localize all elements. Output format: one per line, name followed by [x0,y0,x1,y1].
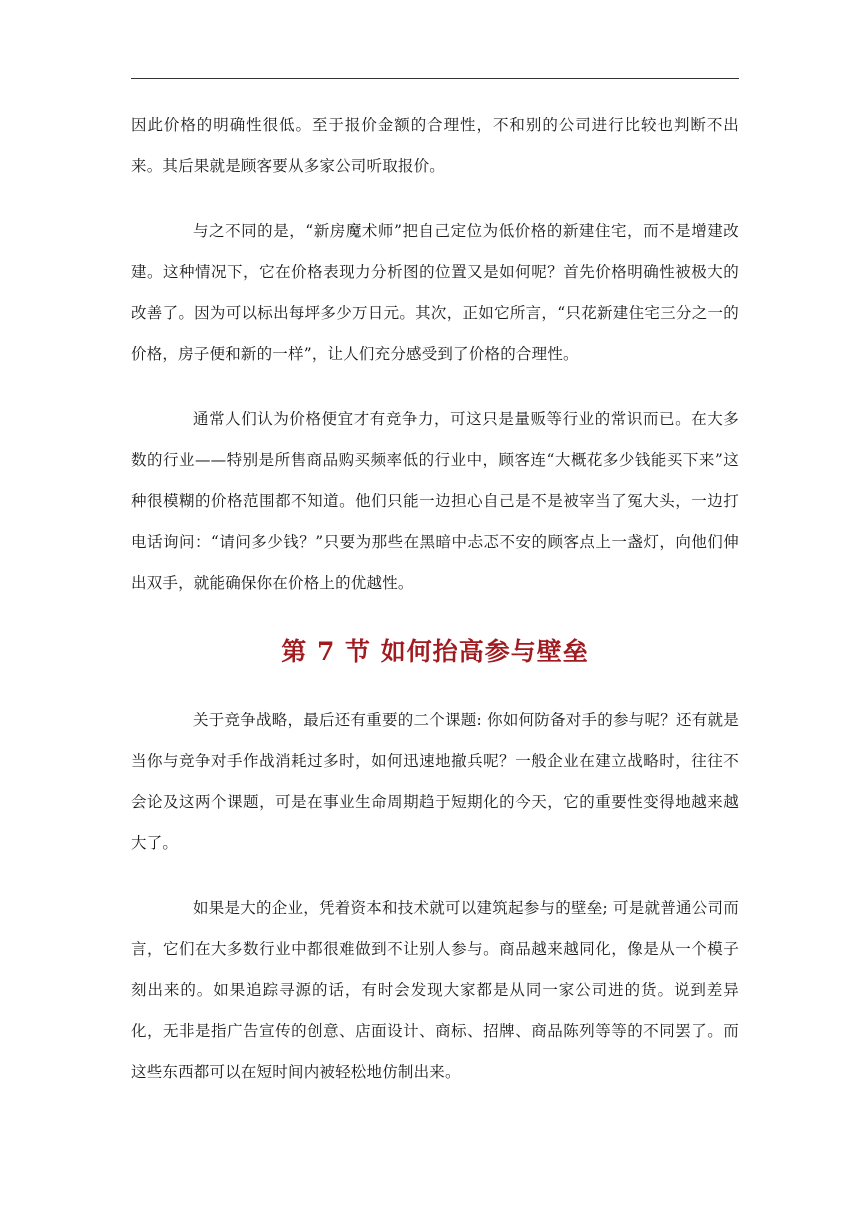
section-gap [131,604,739,632]
paragraph-competition-strategy: 关于竞争战略，最后还有重要的二个课题: 你如何防备对手的参与呢？还有就是当你与竞争对手作战消耗过多时，如何迅速地撤兵呢？一般企业在建立战略时，往往不会论及这两个课题，可是在事业生命周期趋于短期化的今天，它的重要性变得地越来越大了。 [131,711,739,852]
document-body [131,105,739,1093]
paragraph-continued: 因此价格的明确性很低。至于报价金额的合理性，不和别的公司进行比较也判断不出来。其后果就是顾客要从多家公司听取报价。 [131,116,739,175]
paragraph-gap [131,375,739,399]
paragraph-gap [131,864,739,888]
section-title: 第 7 节 如何抬高参与壁垒 [281,637,589,666]
paragraph-new-house-magician: 与之不同的是，“新房魔术师”把自己定位为低价格的新建住宅，而不是增建改建。这种情况下，它在价格表现力分析图的位置又是如何呢？首先价格明确性被极大的改善了。因为可以标出每坪多少万日元。其次，正如它所言，“只花新建住宅三分之一的价格，房子便和新的一样”，让人们充分感受到了价格的合理性。 [131,222,739,363]
header-rule [131,78,739,79]
section-gap [131,672,739,700]
paragraph-gap [131,187,739,211]
paragraph-price-competitiveness: 通常人们认为价格便宜才有竞争力，可这只是量贩等行业的常识而已。在大多数的行业——特别是所售商品购买频率低的行业中，顾客连“大概花多少钱能买下来”这种很模糊的价格范围都不知道。他们只能一边担心自己是不是被宰当了冤大头，一边打电话询问：“请问多少钱？”只要为那些在黑暗中忐忑不安的顾客点上一盏灯，向他们伸出双手，就能确保你在价格上的优越性。 [131,410,739,592]
paragraph-entry-barrier: 如果是大的企业，凭着资本和技术就可以建筑起参与的壁垒; 可是就普通公司而言，它们在大多数行业中都很难做到不让别人参与。商品越来越同化，像是从一个模子刻出来的。如果追踪寻源的话，有时会发现大家都是从同一家公司进的货。说到差异化，无非是指广告宣传的创意、店面设计、商标、招牌、商品陈列等等的不同罢了。而这些东西都可以在短时间内被轻松地仿制出来。 [131,899,739,1081]
